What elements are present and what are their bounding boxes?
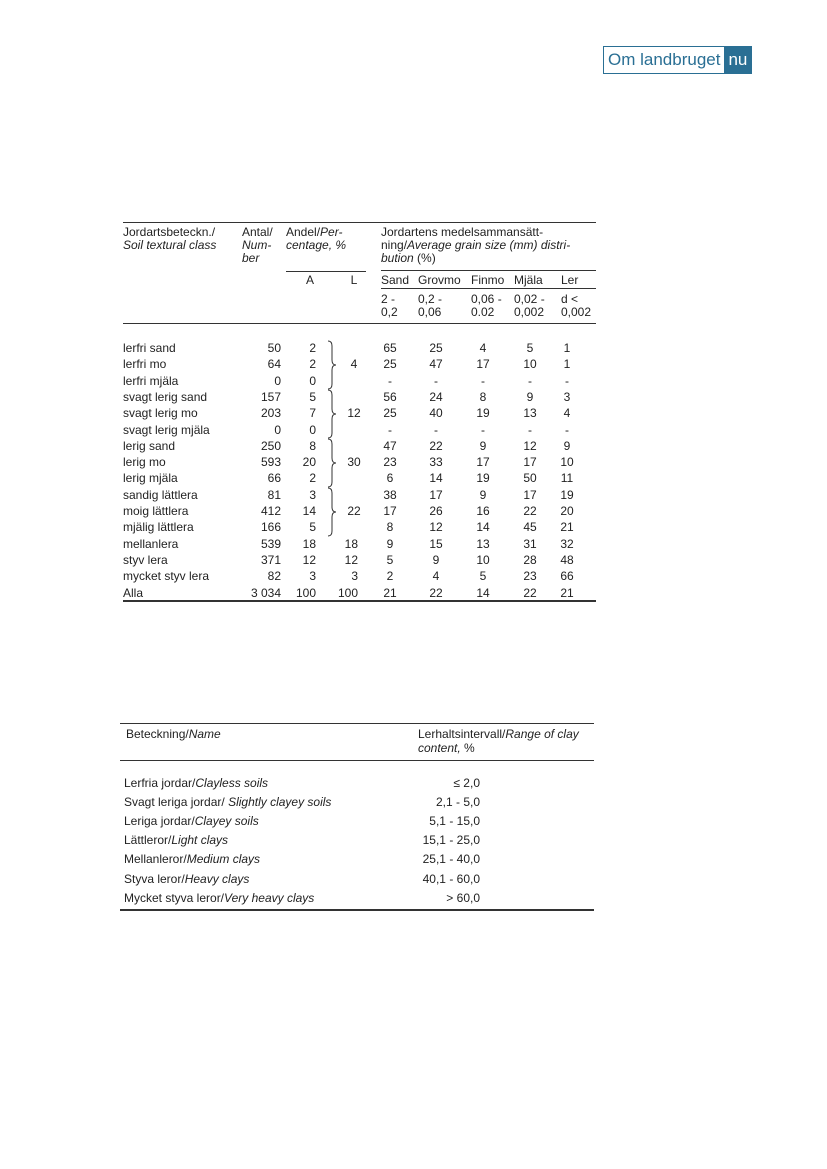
cell-sand: 2 [386, 569, 394, 584]
cell-soil-name: lerig mo [123, 455, 166, 470]
cell-percent-a: 2 [309, 471, 316, 486]
cell-sand: - [388, 422, 392, 437]
cell-percent-a: 3 [309, 569, 316, 584]
table2-row [120, 774, 594, 792]
cell-grovmo: 24 [429, 389, 443, 404]
table2-row [120, 812, 594, 830]
cell-sand: 5 [386, 552, 394, 567]
cell-mjala: 28 [523, 552, 537, 567]
cell-grovmo: 26 [429, 504, 443, 518]
cell-clay-range: > 60,0 [446, 890, 480, 905]
table2-top-rule [120, 723, 594, 724]
cell-class-name: Lerfria jordar/Clayless soils [124, 776, 269, 790]
fraction-finmo: Finmo [471, 273, 505, 287]
header-percentage: Andel/Per- centage, % [286, 225, 347, 252]
cell-grovmo: - [434, 422, 438, 437]
cell-finmo: 14 [476, 585, 490, 600]
cell-clay-range: 5,1 - 15,0 [429, 814, 480, 829]
cell-ler: 4 [563, 406, 571, 421]
cell-number: 3 034 [250, 585, 281, 600]
brace-group-2 [327, 389, 337, 439]
cell-percent-a: 0 [309, 422, 316, 437]
table2-bottom-rule [120, 909, 594, 911]
cell-percent-a: 14 [302, 504, 316, 518]
col-l-label: L [350, 273, 358, 287]
cell-grovmo: 47 [429, 357, 443, 372]
table-row [123, 568, 596, 584]
cell-soil-name: svagt lerig sand [123, 389, 208, 404]
table2-header-rule [120, 760, 594, 761]
cell-mjala: 9 [526, 389, 534, 404]
fraction-mjala: Mjäla [514, 273, 543, 287]
cell-finmo: 4 [479, 341, 487, 355]
cell-mjala: - [528, 373, 532, 388]
cell-number: 157 [260, 389, 281, 404]
cell-sand: 17 [383, 504, 397, 518]
cell-mjala: 23 [523, 569, 537, 584]
cell-soil-name: mjälig lättlera [123, 520, 194, 535]
cell-number: 250 [260, 438, 281, 453]
group-2-l: 12 [347, 406, 361, 420]
table2-row [120, 831, 594, 849]
composition-rule [381, 270, 596, 271]
cell-grovmo: 4 [432, 569, 440, 584]
cell-percent-a: 18 [302, 536, 316, 551]
cell-sand: 38 [383, 487, 397, 502]
cell-class-name: Leriga jordar/Clayey soils [124, 814, 259, 829]
group-3-l: 30 [347, 455, 361, 469]
header-name: Beteckning/Name [126, 727, 221, 741]
header-composition: Jordartens medelsammansätt- ning/Average grain size (mm) distri- bution (%) [381, 225, 571, 265]
cell-number: 82 [267, 569, 281, 584]
cell-grovmo: 25 [429, 341, 443, 355]
cell-finmo: 17 [476, 455, 490, 470]
cell-number: 371 [260, 552, 281, 567]
fraction-rule [381, 288, 596, 289]
cell-soil-name: svagt lerig mjäla [123, 422, 210, 437]
table-row [123, 373, 596, 389]
table2-row [120, 889, 594, 907]
header-soil-class: Jordartsbeteckn./ Soil textural class [123, 225, 217, 252]
cell-sand: 8 [386, 520, 394, 535]
fraction-grovmo: Grovmo [418, 273, 461, 287]
cell-number: 412 [260, 504, 281, 518]
cell-clay-range: 40,1 - 60,0 [422, 871, 480, 886]
cell-grovmo: 15 [429, 536, 443, 551]
cell-ler: 1 [563, 357, 571, 372]
table-row [123, 422, 596, 438]
table-row [123, 585, 596, 601]
header-bottom-rule [123, 323, 596, 324]
cell-ler: 21 [560, 585, 574, 600]
table-row [123, 487, 596, 503]
cell-mjala: 13 [523, 406, 537, 421]
cell-percent-l: 3 [351, 569, 358, 584]
cell-class-name: Lättleror/Light clays [124, 833, 229, 848]
cell-mjala: 50 [523, 471, 537, 486]
fraction-sand: Sand [381, 273, 410, 287]
cell-soil-name: mycket styv lera [123, 569, 210, 584]
cell-sand: - [388, 373, 392, 388]
table-row [123, 536, 596, 552]
cell-clay-range: 25,1 - 40,0 [422, 852, 480, 867]
cell-soil-name: moig lättlera [123, 504, 189, 518]
cell-finmo: - [481, 422, 485, 437]
cell-ler: 11 [560, 471, 574, 486]
cell-finmo: 5 [479, 569, 487, 584]
cell-clay-range: 15,1 - 25,0 [422, 833, 480, 848]
table-row [123, 519, 596, 535]
cell-number: 50 [267, 341, 281, 355]
cell-finmo: 19 [476, 406, 490, 421]
cell-soil-name: styv lera [123, 552, 168, 567]
cell-soil-name: lerig mjäla [123, 471, 178, 486]
table2-row [120, 793, 594, 811]
cell-mjala: 22 [523, 585, 537, 600]
cell-sand: 9 [386, 536, 394, 551]
table-bottom-rule [123, 600, 596, 602]
cell-number: 81 [267, 487, 281, 502]
cell-ler: 1 [563, 341, 571, 355]
cell-sand: 25 [383, 406, 397, 421]
cell-ler: 19 [560, 487, 574, 502]
cell-finmo: 9 [479, 487, 487, 502]
header-clay-range: Lerhaltsintervall/Range of clay content, % [418, 727, 579, 755]
cell-number: 66 [267, 471, 281, 486]
cell-mjala: - [528, 422, 532, 437]
cell-soil-name: lerfri mjäla [123, 373, 179, 388]
cell-finmo: 14 [476, 520, 490, 535]
cell-mjala: 12 [523, 438, 537, 453]
percentage-rule [286, 271, 366, 272]
cell-sand: 65 [383, 341, 397, 355]
logo-suffix: nu [724, 47, 751, 73]
cell-number: 539 [260, 536, 281, 551]
cell-ler: 32 [560, 536, 574, 551]
cell-grovmo: - [434, 373, 438, 388]
cell-soil-name: lerig sand [123, 438, 176, 453]
table2-row [120, 850, 594, 868]
group-4-l: 22 [347, 504, 361, 518]
cell-percent-a: 20 [302, 455, 316, 470]
cell-mjala: 17 [523, 487, 537, 502]
range-finmo: 0,06 - 0.02 [471, 292, 502, 319]
header-number: Antal/ Num- ber [242, 225, 273, 265]
cell-sand: 23 [383, 455, 397, 470]
table2-row [120, 870, 594, 888]
brace-group-3 [327, 438, 337, 488]
cell-percent-a: 5 [309, 389, 316, 404]
cell-percent-a: 2 [309, 341, 316, 355]
cell-class-name: Mycket styva leror/Very heavy clays [124, 890, 315, 905]
cell-grovmo: 22 [429, 438, 443, 453]
cell-grovmo: 17 [429, 487, 443, 502]
brace-group-1 [327, 340, 337, 390]
cell-class-name: Svagt leriga jordar/ Slightly clayey soils [124, 795, 332, 810]
cell-clay-range: ≤ 2,0 [453, 776, 480, 790]
logo-text: Om landbruget [604, 47, 724, 73]
range-ler: d < 0,002 [561, 292, 592, 319]
cell-class-name: Styva leror/Heavy clays [124, 871, 250, 886]
cell-class-name: Mellanleror/Medium clays [124, 852, 261, 867]
range-mjala: 0,02 - 0,002 [514, 292, 545, 319]
cell-mjala: 31 [523, 536, 537, 551]
cell-ler: 48 [560, 552, 574, 567]
cell-sand: 6 [386, 471, 394, 486]
table-top-rule [123, 222, 596, 223]
cell-grovmo: 14 [429, 471, 443, 486]
cell-percent-a: 0 [309, 373, 316, 388]
cell-ler: 10 [560, 455, 574, 470]
cell-mjala: 5 [526, 341, 534, 355]
cell-soil-name: Alla [123, 585, 144, 600]
cell-sand: 56 [383, 389, 397, 404]
cell-finmo: - [481, 373, 485, 388]
cell-soil-name: mellanlera [123, 536, 179, 551]
cell-sand: 47 [383, 438, 397, 453]
cell-soil-name: sandig lättlera [123, 487, 198, 502]
table-row [123, 438, 596, 454]
brace-group-4 [327, 487, 337, 537]
cell-percent-a: 5 [309, 520, 316, 535]
cell-number: 203 [260, 406, 281, 421]
cell-finmo: 19 [476, 471, 490, 486]
table-row [123, 340, 596, 356]
fraction-ler: Ler [561, 273, 579, 287]
cell-percent-a: 100 [295, 585, 316, 600]
cell-finmo: 17 [476, 357, 490, 372]
cell-percent-a: 7 [309, 406, 316, 421]
table-row [123, 470, 596, 486]
cell-grovmo: 12 [429, 520, 443, 535]
cell-number: 166 [260, 520, 281, 535]
group-1-l: 4 [350, 357, 358, 371]
cell-percent-a: 12 [302, 552, 316, 567]
site-logo [603, 46, 752, 74]
cell-number: 0 [274, 373, 281, 388]
cell-grovmo: 22 [429, 585, 443, 600]
cell-grovmo: 40 [429, 406, 443, 421]
cell-sand: 21 [383, 585, 397, 600]
cell-finmo: 13 [476, 536, 490, 551]
cell-percent-l: 12 [344, 552, 358, 567]
cell-finmo: 8 [479, 389, 487, 404]
cell-ler: 21 [560, 520, 574, 535]
cell-percent-a: 8 [309, 438, 316, 453]
cell-mjala: 17 [523, 455, 537, 470]
cell-ler: 20 [560, 504, 574, 518]
cell-finmo: 9 [479, 438, 487, 453]
cell-percent-l: 18 [344, 536, 358, 551]
cell-mjala: 45 [523, 520, 537, 535]
cell-finmo: 16 [476, 504, 490, 518]
cell-mjala: 22 [523, 504, 537, 518]
cell-ler: - [565, 373, 569, 388]
table-row [123, 552, 596, 568]
cell-soil-name: lerfri sand [123, 341, 176, 355]
cell-mjala: 10 [523, 357, 537, 372]
cell-soil-name: svagt lerig mo [123, 406, 198, 421]
cell-percent-a: 3 [309, 487, 316, 502]
cell-number: 593 [260, 455, 281, 470]
range-grovmo: 0,2 - 0,06 [418, 292, 443, 319]
cell-ler: 66 [560, 569, 574, 584]
cell-percent-a: 2 [309, 357, 316, 372]
cell-number: 64 [267, 357, 281, 372]
cell-number: 0 [274, 422, 281, 437]
range-sand: 2 - 0,2 [381, 292, 398, 319]
cell-soil-name: lerfri mo [123, 357, 167, 372]
cell-ler: - [565, 422, 569, 437]
cell-sand: 25 [383, 357, 397, 372]
cell-ler: 3 [563, 389, 571, 404]
table-row [123, 389, 596, 405]
cell-finmo: 10 [476, 552, 490, 567]
cell-grovmo: 33 [429, 455, 443, 470]
cell-grovmo: 9 [432, 552, 440, 567]
cell-percent-l: 100 [337, 585, 358, 600]
cell-ler: 9 [563, 438, 571, 453]
cell-clay-range: 2,1 - 5,0 [435, 795, 480, 810]
col-a-label: A [305, 273, 314, 287]
